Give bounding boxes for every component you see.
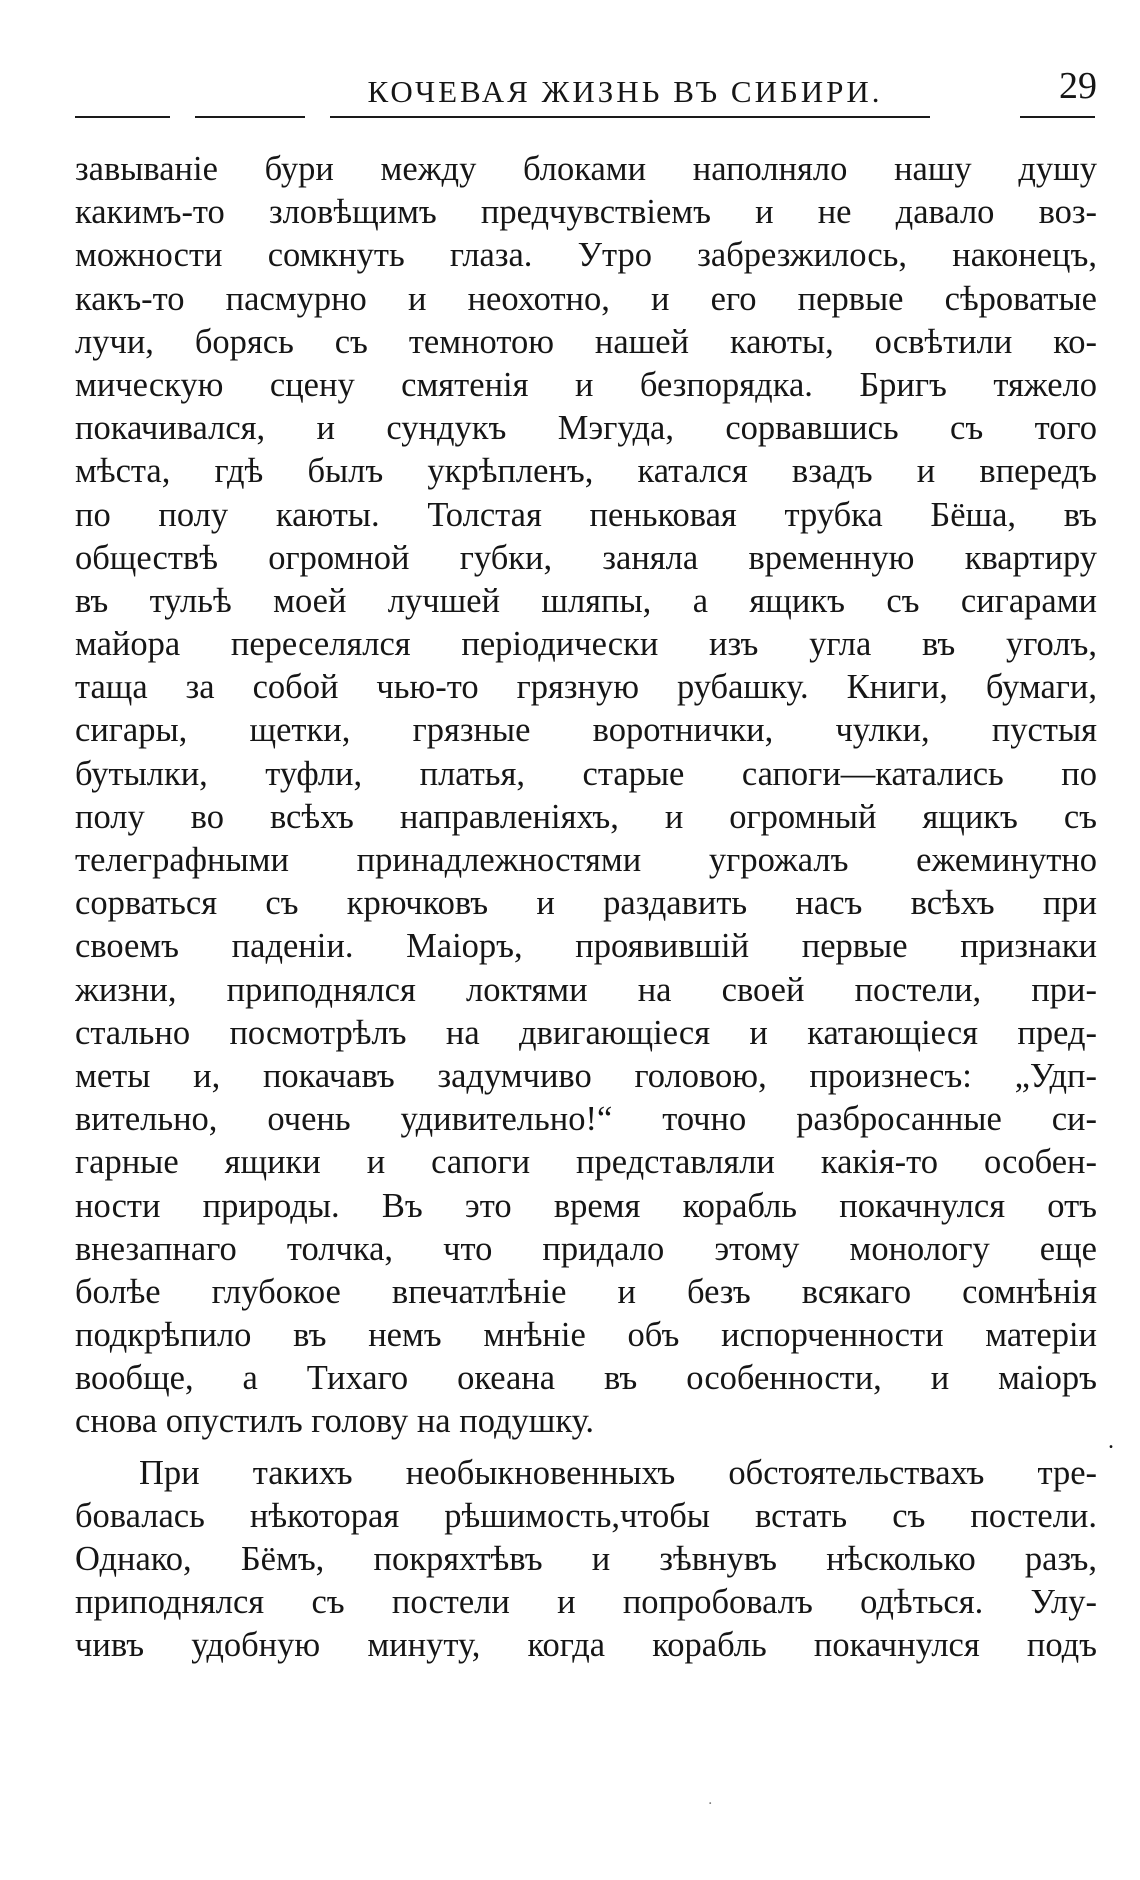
text-line: по полу каюты. Толстая пеньковая трубка Бёша, въ xyxy=(75,495,1097,534)
text-line: внезапнаго толчка, что придало этому монологу еще xyxy=(75,1229,1097,1268)
print-speck: · xyxy=(708,1796,713,1812)
text-line: полу во всѣхъ направленіяхъ, и огромный ящикъ съ xyxy=(75,797,1097,836)
header-rule-left-1 xyxy=(75,116,170,118)
text-line: можности сомкнуть глаза. Утро забрезжилось, наконецъ, xyxy=(75,236,1097,275)
margin-mark: . xyxy=(1108,1428,1114,1454)
text-line: мѣста, гдѣ былъ укрѣпленъ, катался взадъ и впередъ xyxy=(75,452,1097,491)
paragraph-2 xyxy=(75,1452,1097,1668)
text-line: покачивался, и сундукъ Мэгуда, сорвавшись съ того xyxy=(75,409,1097,448)
running-head xyxy=(75,65,1097,128)
paragraph-1 xyxy=(75,148,1097,1444)
text-line: снова опустилъ голову на подушку. xyxy=(75,1402,595,1441)
text-line: бовалась нѣкоторая рѣшимость,чтобы встать съ постели. xyxy=(75,1496,1097,1535)
text-line: лучи, борясь съ темнотою нашей каюты, освѣтили ко- xyxy=(75,322,1097,361)
text-line: мическую сцену смятенія и безпорядка. Бригъ тяжело xyxy=(75,365,1097,404)
page-number: 29 xyxy=(1059,65,1097,107)
text-line: вообще, а Тихаго океана въ особенности, и маіоръ xyxy=(75,1359,1097,1398)
text-line: жизни, приподнялся локтями на своей постели, при- xyxy=(75,970,1097,1009)
text-line: своемъ паденіи. Маіоръ, проявившій первые признаки xyxy=(75,927,1097,966)
text-line: чивъ удобную минуту, когда корабль покачнулся подъ xyxy=(75,1626,1097,1665)
text-line: бутылки, туфли, платья, старые сапоги—катались по xyxy=(75,754,1097,793)
text-line: приподнялся съ постели и попробовалъ одѣться. Улу- xyxy=(75,1583,1097,1622)
text-line: болѣе глубокое впечатлѣніе и безъ всякаго сомнѣнія xyxy=(75,1272,1097,1311)
text-line: въ тульѣ моей лучшей шляпы, а ящикъ съ сигарами xyxy=(75,581,1097,620)
body-text xyxy=(75,148,1097,1668)
text-line: стально посмотрѣлъ на двигающіеся и катающіеся пред- xyxy=(75,1013,1097,1052)
header-rule-left-2 xyxy=(195,116,305,118)
text-line: сигары, щетки, грязные воротнички, чулки, пустыя xyxy=(75,711,1097,750)
text-line: гарные ящики и сапоги представляли какія-то особен- xyxy=(75,1143,1097,1182)
header-rule-right xyxy=(1020,116,1095,118)
header-rule-under-title xyxy=(330,116,930,118)
text-line: сорваться съ крючковъ и раздавить насъ всѣхъ при xyxy=(75,884,1097,923)
text-line: какъ-то пасмурно и неохотно, и его первые сѣроватые xyxy=(75,279,1097,318)
text-line: При такихъ необыкновенныхъ обстоятельствахъ тре- xyxy=(139,1453,1097,1492)
text-line: майора переселялся періодически изъ угла въ уголъ, xyxy=(75,625,1097,664)
text-line: Однако, Бёмъ, покряхтѣвъ и зѣвнувъ нѣсколько разъ, xyxy=(75,1540,1097,1578)
text-line: телеграфными принадлежностями угрожалъ ежеминутно xyxy=(75,841,1097,879)
text-line: подкрѣпило въ немъ мнѣніе объ испорченности матеріи xyxy=(75,1316,1097,1355)
text-line: какимъ-то зловѣщимъ предчувствіемъ и не давало воз- xyxy=(75,193,1097,232)
text-line: обществѣ огромной губки, заняла временную квартиру xyxy=(75,538,1097,577)
text-line: ности природы. Въ это время корабль покачнулся отъ xyxy=(75,1186,1097,1225)
text-line: вительно, очень удивительно!“ точно разбросанные си- xyxy=(75,1100,1097,1139)
text-line: таща за собой чью-то грязную рубашку. Книги, бумаги, xyxy=(75,668,1097,707)
text-line: завываніе бури между блоками наполняло нашу душу xyxy=(75,150,1097,188)
running-head-title: КОЧЕВАЯ ЖИЗНЬ ВЪ СИБИРИ. xyxy=(367,74,883,109)
text-line: меты и, покачавъ задумчиво головою, произнесъ: „Удп- xyxy=(75,1056,1097,1095)
